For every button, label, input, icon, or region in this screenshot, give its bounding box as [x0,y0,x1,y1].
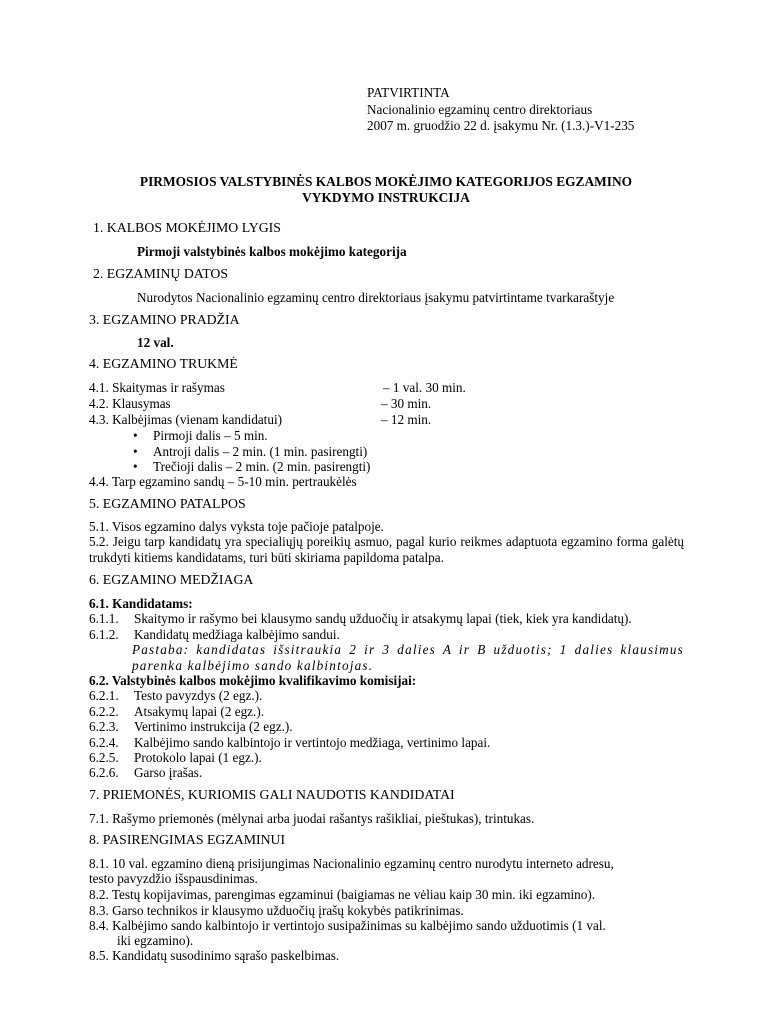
item-number: 6.1.1. [89,611,119,626]
section-heading: 4. EGZAMINO TRUKMĖ [89,356,238,371]
duration-label: 4.1. Skaitymas ir rašymas [89,380,225,395]
item-text: Skaitymo ir rašymo bei klausymo sandų užduočių ir atsakymų lapai (tiek, kiek yra kandidatų). [134,611,632,626]
list-item [89,704,264,720]
list-item [89,611,632,627]
list-item [133,428,268,444]
item-text: Protokolo lapai (1 egz.). [134,750,262,765]
list-item-text: Pirmoji dalis – 5 min. [153,428,268,443]
subsection-heading: 6.2. Valstybinės kalbos mokėjimo kvalifikavimo komisijai: [89,673,417,688]
item-text: Atsakymų lapai (2 egz.). [134,704,265,719]
duration-label: 4.2. Klausymas [89,396,171,411]
list-item-text: Antroji dalis – 2 min. (1 min. pasirengti) [153,444,368,459]
section-heading: 3. EGZAMINO PRADŽIA [89,312,240,327]
section-text: Nurodytos Nacionalinio egzaminų centro direktoriaus įsakymu patvirtintame tvarkaraštyje [137,290,615,305]
document-title [90,174,682,206]
section-heading: 7. PRIEMONĖS, KURIOMIS GALI NAUDOTIS KANDIDATAI [89,787,455,802]
list-item [89,627,340,643]
item-number: 6.2.2. [89,704,119,719]
list-item-text: Trečioji dalis – 2 min. (2 min. pasirengti) [153,459,371,474]
paragraph: 8.1. 10 val. egzamino dieną prisijungimas Nacionalinio egzaminų centro nurodytu interneto adresu, [89,856,614,871]
list-item [89,688,262,704]
item-text: Vertinimo instrukcija (2 egz.). [134,719,293,734]
list-item [89,765,202,781]
paragraph: 8.2. Testų kopijavimas, parengimas egzaminui (baigiamas ne vėliau kaip 30 min. iki egzamino). [89,887,596,902]
duration-value: – 12 min. [381,412,432,427]
list-item [133,444,367,460]
title-line: PIRMOSIOS VALSTYBINĖS KALBOS MOKĖJIMO KATEGORIJOS EGZAMINO [139,174,633,189]
paragraph: 8.4. Kalbėjimo sando kalbintojo ir vertintojo susipažinimas su kalbėjimo sando užduotimis (1 val. [89,918,606,933]
item-number: 6.2.3. [89,719,119,734]
approval-line: PATVIRTINTA [367,85,450,100]
paragraph: 5.2. Jeigu tarp kandidatų yra specialiųjų poreikių asmuo, pagal kurio reikmes adaptuota egzamino forma galėtų trukdyti kitiems kandidatams, turi būti skiriama papildoma patalpa. [89,534,684,565]
list-item [133,459,370,475]
duration-label: 4.3. Kalbėjimas (vienam kandidatui) [89,412,282,427]
paragraph-continuation: testo pavyzdžio išspausdinimas. [89,871,258,886]
list-item [89,719,293,735]
item-number: 6.1.2. [89,627,119,642]
section-text: Pirmoji valstybinės kalbos mokėjimo kategorija [137,244,407,259]
section-heading: 5. EGZAMINO PATALPOS [89,496,246,511]
paragraph-continuation: iki egzamino). [117,933,194,948]
paragraph: 7.1. Rašymo priemonės (mėlynai arba juodai rašantys rašikliai, pieštukas), trintukas. [89,811,535,826]
duration-value: – 1 val. 30 min. [383,380,466,395]
item-number: 6.2.5. [89,750,119,765]
subsection-heading: 6.1. Kandidatams: [89,596,193,611]
section-heading: 8. PASIRENGIMAS EGZAMINUI [89,832,286,847]
section-text: 4.4. Tarp egzamino sandų – 5-10 min. pertraukėlės [89,474,357,489]
list-item [89,735,490,751]
item-text: Testo pavyzdys (2 egz.). [134,688,263,703]
item-text: Garso įrašas. [134,765,203,780]
item-text: Kandidatų medžiaga kalbėjimo sandui. [134,627,340,642]
approval-block [367,85,634,135]
bullet-icon: • [133,459,138,474]
item-text: Kalbėjimo sando kalbintojo ir vertintojo medžiaga, vertinimo lapai. [134,735,491,750]
bullet-icon: • [133,444,138,459]
item-number: 6.2.1. [89,688,119,703]
note-paragraph [89,642,684,674]
item-number: 6.2.6. [89,765,119,780]
note-text: Pastaba: kandidatas išsitraukia 2 ir 3 dalies A ir B užduotis; 1 dalies klausimus parenka kalbėjimo sando kalbintojas. [132,642,684,673]
list-item [89,750,262,766]
approval-line: 2007 m. gruodžio 22 d. įsakymu Nr. (1.3.)-V1-235 [367,118,635,133]
section-heading: 2. EGZAMINŲ DATOS [93,266,229,281]
section-heading: 6. EGZAMINO MEDŽIAGA [89,572,254,587]
item-number: 6.2.4. [89,735,119,750]
paragraph: 5.1. Visos egzamino dalys vyksta toje pačioje patalpoje. [89,519,384,534]
section-heading: 1. KALBOS MOKĖJIMO LYGIS [93,220,281,235]
approval-line: Nacionalinio egzaminų centro direktoriaus [367,101,593,117]
duration-value: – 30 min. [381,396,432,411]
title-line: VYKDYMO INSTRUKCIJA [302,190,470,205]
bullet-icon: • [133,428,138,443]
section-text: 12 val. [137,335,174,350]
paragraph: 8.5. Kandidatų susodinimo sąrašo paskelbimas. [89,948,340,963]
paragraph: 8.3. Garso technikos ir klausymo užduočių įrašų kokybės patikrinimas. [89,903,464,918]
